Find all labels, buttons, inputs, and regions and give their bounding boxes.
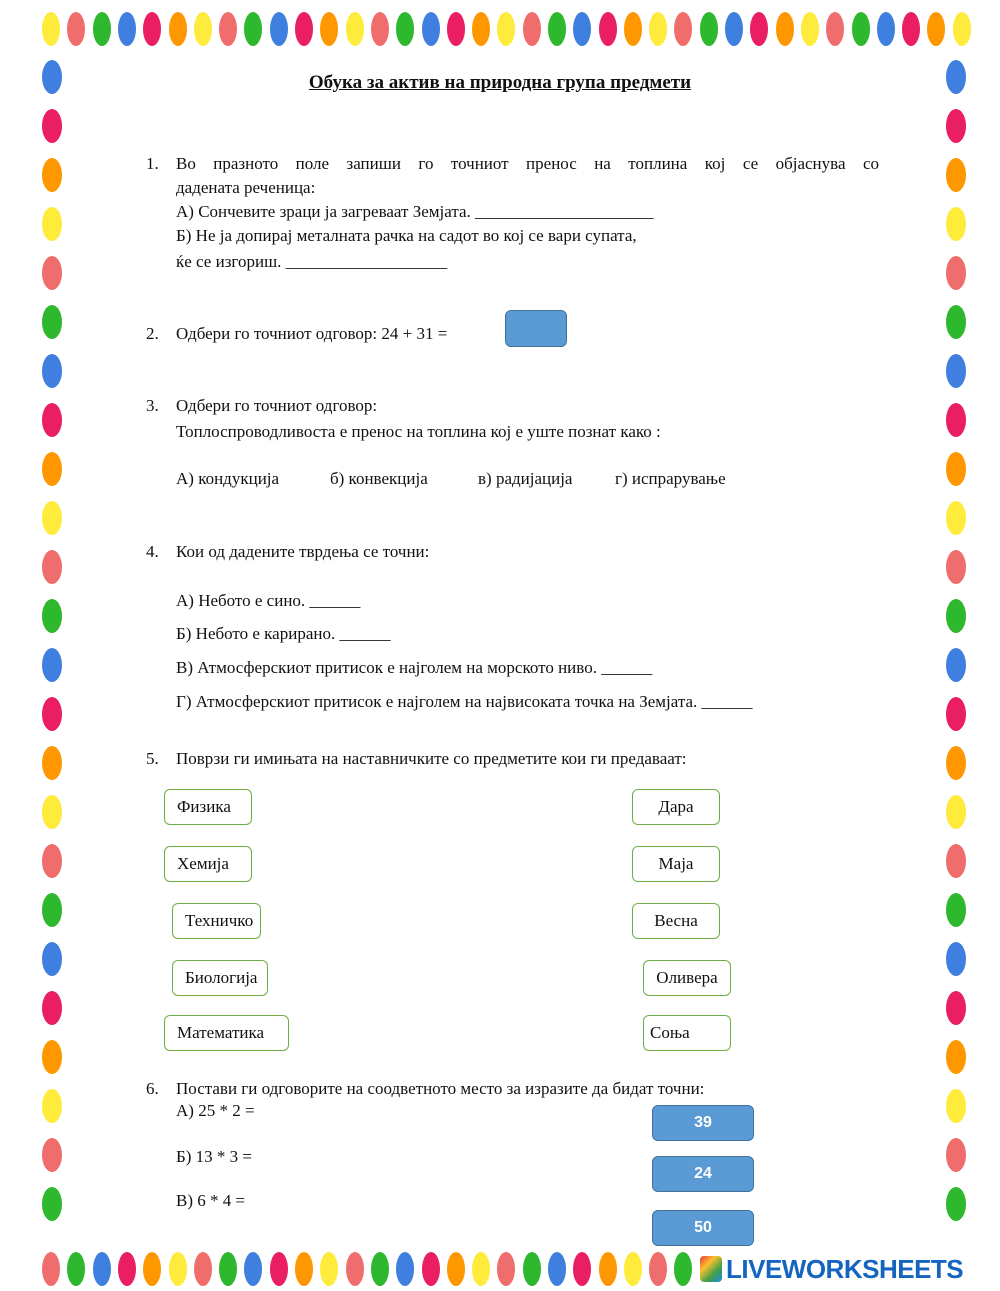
logo-text: LIVEWORKSHEETS [726, 1253, 964, 1284]
q4-statement-b[interactable]: Б) Небото е карирано. ______ [176, 624, 391, 643]
border-dot [295, 12, 313, 46]
border-dot [244, 12, 262, 46]
border-dot [42, 12, 60, 46]
border-dot [700, 12, 718, 46]
q2-number: 2. [146, 324, 159, 343]
border-dot [194, 12, 212, 46]
border-dot [270, 12, 288, 46]
border-dot [42, 1040, 62, 1074]
draggable-answer-24[interactable]: 24 [652, 1156, 754, 1192]
border-dot [946, 599, 966, 633]
border-dot [674, 12, 692, 46]
border-dot [573, 1252, 591, 1286]
match-subject-label: Техничко [185, 911, 254, 930]
border-dot [118, 1252, 136, 1286]
border-dot [599, 12, 617, 46]
border-dot [346, 12, 364, 46]
border-dot [826, 12, 844, 46]
border-dot [320, 12, 338, 46]
border-dot [42, 599, 62, 633]
border-dot [244, 1252, 262, 1286]
q4-statement-c[interactable]: В) Атмосферскиот притисок е најголем на морското ниво. ______ [176, 658, 653, 677]
border-dot [497, 12, 515, 46]
match-teacher-label: Оливера [656, 968, 718, 987]
border-dot [674, 1252, 692, 1286]
match-teacher-label: Соња [650, 1023, 690, 1042]
border-dot [649, 12, 667, 46]
q3-number: 3. [146, 396, 159, 415]
border-dot [194, 1252, 212, 1286]
border-dot [946, 844, 966, 878]
liveworksheets-logo [700, 1252, 963, 1286]
border-dot [497, 1252, 515, 1286]
match-teacher-label: Дара [658, 797, 694, 816]
q1-item-b-line1: Б) Не ја допирај металната рачка на садот во кој се вари супата, [176, 226, 637, 245]
border-dot [42, 207, 62, 241]
border-dot [67, 12, 85, 46]
border-dot [927, 12, 945, 46]
q1-text-line1: Во празното поле запиши го точниот пренос на топлина кој се објаснува со [176, 154, 879, 173]
draggable-answer-39[interactable]: 39 [652, 1105, 754, 1141]
q4-text: Кои од дадените тврдења се точни: [176, 542, 430, 561]
border-dot [219, 1252, 237, 1286]
border-dot [548, 12, 566, 46]
border-dot [42, 746, 62, 780]
q4-statement-d[interactable]: Г) Атмосферскиот притисок е најголем на највисоката точка на Земјата. ______ [176, 692, 753, 711]
border-dot [750, 12, 768, 46]
match-subject-label: Хемија [177, 854, 229, 873]
q6-expression-a: А) 25 * 2 = [176, 1101, 255, 1120]
q3-option-a[interactable]: А) кондукција [176, 469, 280, 488]
border-dot [776, 12, 794, 46]
border-dot [42, 1252, 60, 1286]
border-dot [42, 991, 62, 1025]
border-dot [852, 12, 870, 46]
border-dot [946, 158, 966, 192]
match-teacher-sonja[interactable] [643, 1015, 731, 1051]
liveworksheets-badge-icon [700, 1256, 722, 1282]
border-dot [946, 942, 966, 976]
border-dot [946, 1187, 966, 1221]
border-dot [42, 403, 62, 437]
border-dot [42, 354, 62, 388]
border-dot [42, 893, 62, 927]
border-dot [42, 648, 62, 682]
match-subject-physics[interactable] [164, 789, 252, 825]
border-dot [396, 12, 414, 46]
border-dot [42, 109, 62, 143]
border-dot [902, 12, 920, 46]
border-dot [801, 12, 819, 46]
border-dot [946, 207, 966, 241]
border-dot [472, 12, 490, 46]
border-dot [946, 452, 966, 486]
border-dot [649, 1252, 667, 1286]
q5-number: 5. [146, 749, 159, 768]
match-subject-mathematics[interactable] [164, 1015, 289, 1051]
border-dot [624, 1252, 642, 1286]
border-dot [422, 12, 440, 46]
border-dot [946, 1040, 966, 1074]
match-teacher-olivera[interactable] [643, 960, 731, 996]
match-teacher-label: Маја [658, 854, 694, 873]
border-dot [219, 12, 237, 46]
border-dot [523, 1252, 541, 1286]
border-dot [42, 1187, 62, 1221]
border-dot [599, 1252, 617, 1286]
border-dot [67, 1252, 85, 1286]
q6-number: 6. [146, 1079, 159, 1098]
border-dot [143, 1252, 161, 1286]
border-dot [93, 12, 111, 46]
q3-option-b[interactable]: б) конвекција [330, 469, 428, 488]
q4-statement-a[interactable]: А) Небото е сино. ______ [176, 591, 361, 610]
q3-option-c[interactable]: в) радијација [478, 469, 573, 488]
border-dot [42, 550, 62, 584]
q3-text-line2: Топлоспроводливоста е пренос на топлина кој е уште познат како : [176, 422, 661, 441]
border-dot [42, 501, 62, 535]
border-dot [946, 795, 966, 829]
match-teacher-label: Весна [654, 911, 698, 930]
border-dot [946, 648, 966, 682]
border-dot [422, 1252, 440, 1286]
match-subject-label: Математика [177, 1023, 265, 1042]
border-dot [93, 1252, 111, 1286]
border-dot [946, 1138, 966, 1172]
border-dot [946, 256, 966, 290]
q1-item-b-line2[interactable]: ќе се изгориш. ___________________ [176, 252, 448, 271]
border-dot [877, 12, 895, 46]
match-subject-label: Биологија [185, 968, 258, 987]
border-dot [42, 697, 62, 731]
border-dot [447, 1252, 465, 1286]
border-dot [946, 697, 966, 731]
border-dot [118, 12, 136, 46]
border-dot [42, 305, 62, 339]
border-dot [946, 403, 966, 437]
q3-text-line1: Одбери го точниот одговор: [176, 396, 378, 415]
border-dot [523, 12, 541, 46]
border-dot [946, 501, 966, 535]
match-subject-label: Физика [177, 797, 231, 816]
border-dot [320, 1252, 338, 1286]
border-dot [371, 1252, 389, 1286]
q3-option-d[interactable]: г) испрарување [615, 469, 726, 488]
match-teacher-maja[interactable] [632, 846, 720, 882]
q1-text-line2: дадената реченица: [176, 178, 316, 197]
border-dot [42, 942, 62, 976]
border-dot [371, 12, 389, 46]
border-dot [143, 12, 161, 46]
match-subject-chemistry[interactable] [164, 846, 252, 882]
border-dot [295, 1252, 313, 1286]
border-dot [169, 1252, 187, 1286]
match-teacher-vesna[interactable] [632, 903, 720, 939]
border-dot [42, 1138, 62, 1172]
border-dot [346, 1252, 364, 1286]
q6-text: Постави ги одговорите на соодветното место за изразите да бидат точни: [176, 1079, 705, 1098]
match-subject-biology[interactable] [172, 960, 268, 996]
border-dot [953, 12, 971, 46]
border-dot [946, 893, 966, 927]
border-dot [169, 12, 187, 46]
border-dot [725, 12, 743, 46]
match-subject-technical[interactable] [172, 903, 261, 939]
q2-answer-dropdown[interactable] [505, 310, 567, 347]
q4-number: 4. [146, 542, 159, 561]
border-dot [946, 1089, 966, 1123]
q2-text: Одбери го точниот одговор: 24 + 31 = [176, 324, 448, 343]
border-dot [42, 158, 62, 192]
border-dot [42, 1089, 62, 1123]
border-dot [42, 256, 62, 290]
border-dot [573, 12, 591, 46]
border-dot [42, 452, 62, 486]
q5-text: Поврзи ги имињата на наставничките со предметите кои ги предаваат: [176, 749, 687, 768]
border-dot [946, 550, 966, 584]
border-dot [42, 844, 62, 878]
border-dot [946, 746, 966, 780]
q1-item-a[interactable]: А) Сончевите зраци ја загреваат Земјата. _____________________ [176, 202, 654, 221]
border-dot [447, 12, 465, 46]
match-teacher-dara[interactable] [632, 789, 720, 825]
q6-expression-b: Б) 13 * 3 = [176, 1147, 253, 1166]
border-dot [946, 991, 966, 1025]
border-dot [946, 305, 966, 339]
draggable-answer-50[interactable]: 50 [652, 1210, 754, 1246]
border-dot [472, 1252, 490, 1286]
q1-number: 1. [146, 154, 159, 173]
q6-expression-c: В) 6 * 4 = [176, 1191, 246, 1210]
border-dot [946, 354, 966, 388]
border-dot [42, 795, 62, 829]
border-dot [548, 1252, 566, 1286]
border-dot [270, 1252, 288, 1286]
border-dot [946, 109, 966, 143]
border-dot [624, 12, 642, 46]
border-dot [396, 1252, 414, 1286]
page-title: Обука за актив на природна група предмети [308, 72, 692, 93]
